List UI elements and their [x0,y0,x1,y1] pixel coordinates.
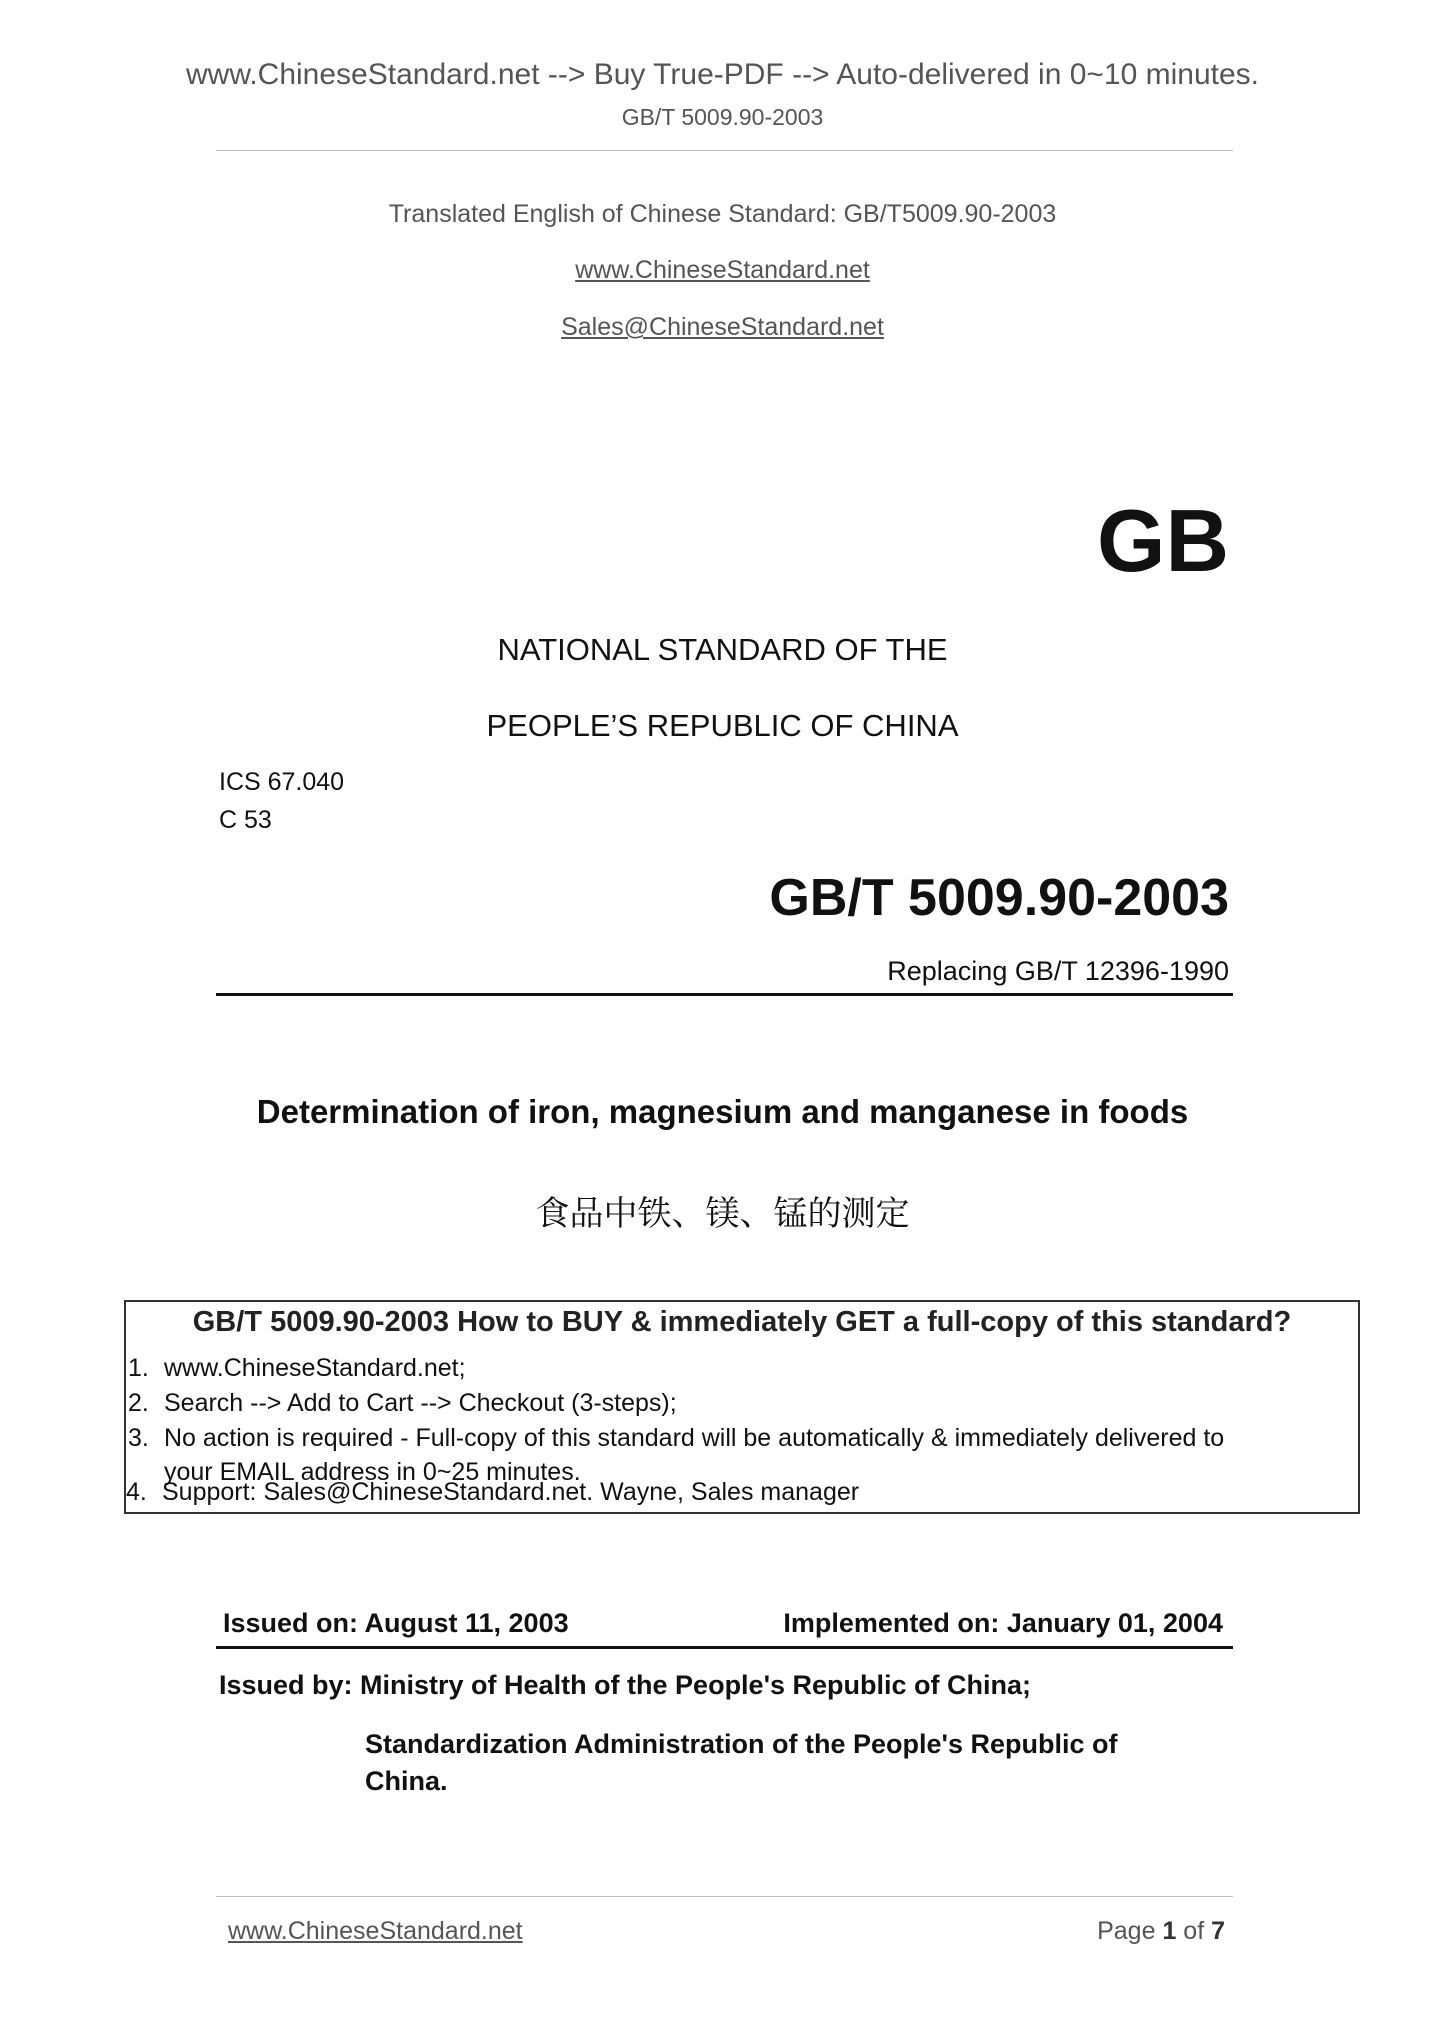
ics-code: ICS 67.040 [219,768,345,796]
purchase-step [128,1389,677,1418]
website-link[interactable]: www.ChineseStandard.net [575,256,870,284]
dates-divider [216,1646,1233,1649]
standard-number: GB/T 5009.90-2003 [769,869,1229,927]
header-divider [216,150,1233,151]
replacing-standard: Replacing GB/T 12396-1990 [887,956,1229,986]
page-current: 1 [1162,1917,1177,1945]
footer-url [228,1917,523,1946]
translation-email [0,313,1445,342]
page-prefix: Page [1097,1917,1163,1945]
ccs-code: C 53 [219,806,272,834]
step-text: No action is required - Full-copy of this standard will be automatically & immediately delivered to [164,1424,1225,1452]
issued-by-line1: Issued by: Ministry of Health of the People's Republic of China; [219,1670,1032,1700]
gb-mark: GB [1097,491,1229,590]
header-banner: www.ChineseStandard.net --> Buy True-PDF --> Auto-delivered in 0~10 minutes. [185,58,1260,91]
national-standard-line1: NATIONAL STANDARD OF THE [497,632,948,667]
purchase-heading: GB/T 5009.90-2003 How to BUY & immediately GET a full-copy of this standard? [192,1306,1292,1338]
title-divider [216,993,1233,996]
issued-by-line2: Standardization Administration of the People's Republic of China. [365,1729,1118,1796]
step-number: 2. [128,1389,149,1417]
purchase-step [128,1424,1224,1453]
step-text[interactable]: www.ChineseStandard.net; [164,1354,466,1382]
footer-divider [216,1896,1233,1897]
step-number: 3. [128,1424,149,1452]
footer-website-link[interactable]: www.ChineseStandard.net [228,1917,523,1945]
step-text[interactable]: Support: Sales@ChineseStandard.net. Wayne, Sales manager [162,1478,860,1506]
step-text: your EMAIL address in 0~25 minutes. [164,1458,581,1486]
step-text: Search --> Add to Cart --> Checkout (3-steps); [164,1389,677,1417]
purchase-step [126,1478,859,1507]
email-link[interactable]: Sales@ChineseStandard.net [561,313,884,341]
national-standard-line2: PEOPLE’S REPUBLIC OF CHINA [486,708,959,743]
translation-url [0,256,1445,285]
step-number: 1. [128,1354,149,1382]
issued-date: Issued on: August 11, 2003 [223,1608,569,1638]
translation-line: Translated English of Chinese Standard: GB/T5009.90-2003 [388,200,1057,228]
header-doc-id: GB/T 5009.90-2003 [621,104,824,130]
purchase-step [128,1354,466,1383]
page-indicator [1097,1917,1225,1946]
implemented-date: Implemented on: January 01, 2004 [783,1608,1223,1638]
title-english: Determination of iron, magnesium and manganese in foods [256,1093,1189,1130]
step-number: 4. [126,1478,147,1506]
page-total: 7 [1211,1917,1225,1945]
title-chinese: 食品中铁、镁、锰的测定 [535,1194,910,1234]
page-of: of [1176,1917,1212,1945]
